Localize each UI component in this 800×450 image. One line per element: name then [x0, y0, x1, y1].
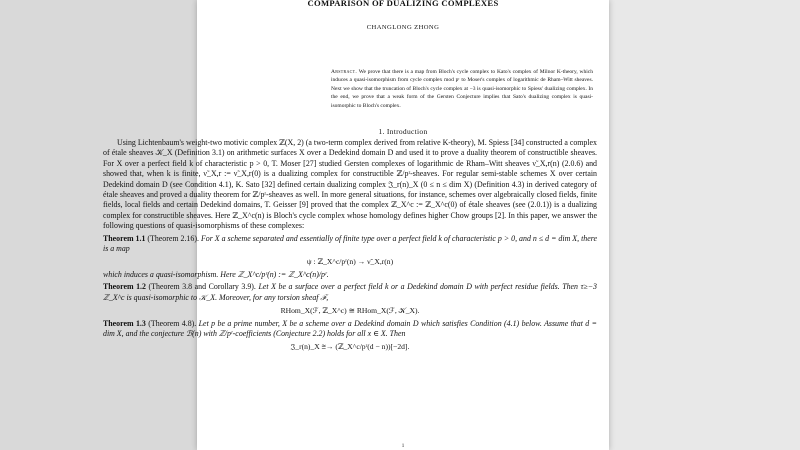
paper-body — [103, 138, 597, 355]
theorem-label: Theorem 1.2 — [103, 282, 146, 292]
theorem-display: RHom_X(ℱ, ℤ_X^c) ≅ RHom_X(ℱ, 𝒦_X). — [280, 306, 420, 316]
theorem-ref: (Theorem 3.8 and Corollary 3.9). — [148, 282, 256, 292]
theorem-ref: (Theorem 2.16). — [147, 233, 199, 243]
section-heading: 1. Introduction — [378, 127, 428, 136]
viewer-background-right — [609, 0, 800, 450]
theorem-1-2 — [103, 282, 597, 316]
paper-title: COMPARISON OF DUALIZING COMPLEXES — [307, 0, 499, 8]
theorem-statement: Let p be a prime number, X be a scheme over a Dedekind domain D which satisfies Condition (4.1) below. Assume that d = dim X, and the conjecture ℬ(n) with ℤ/pʳ-coefficients (Conjecture 2.2) holds for all x ∈ X. Then — [103, 318, 597, 338]
theorem-after: which induces a quasi-isomorphism. Here ℤ_X^c/pʳ(n) := ℤ_X^c(n)/pʳ. — [103, 269, 329, 279]
paper-author: CHANGLONG ZHONG — [366, 24, 440, 31]
abstract-text: We prove that there is a map from Bloch's cycle complex to Kato's complex of Milnor K-theory, which induces a quasi-isomorphism from cycle complex mod pʳ to Moser's complex of logarithmic de Rham–Witt sheaves. Next we show that the truncation of Bloch's cycle complex at −3 is quasi-isomorphic to Spiess' dualizing complex. In the end, we prove that a weak form of the Gersten Conjecture implies that Sato's dualizing complex is quasi-isomorphic to Bloch's complex. — [331, 69, 594, 109]
abstract — [331, 68, 593, 110]
paper-page — [103, 0, 609, 450]
abstract-label: Abstract. — [331, 69, 358, 75]
theorem-1-1 — [103, 234, 597, 281]
theorem-display: ψ : ℤ_X^c/pʳ(n) → ν̃_X,r(n) — [306, 257, 394, 267]
theorem-label: Theorem 1.3 — [103, 318, 146, 328]
theorem-display: 𝔍_r(n)_X ≅→ (ℤ_X^c/pʳ(d − n))[−2d]. — [290, 342, 410, 352]
intro-paragraph: Using Lichtenbaum's weight-two motivic complex ℤ(X, 2) (a two-term complex derived from relative K-theory), M. Spiess [34] constructed a complex of étale sheaves 𝒦_X (Definition 3.1) on arithmetic surfaces X over a Dedekind domain D and used it to prove a duality theorem of constructible sheaves. For X over a perfect field k of characteristic p > 0, T. Moser [27] studied Gersten complexes of logarithmic de Rham–Witt sheaves ν̃_X,r(n) (2.0.6) and showed that, when k is finite, ν̃_X,r := ν̃_X,r(0) is a dualizing complex for constructible ℤ/pʳ-sheaves. For regular semi-stable schemes X over certain Dedekind domain D (see Condition 4.1), K. Sato [32] defined certain dualizing complex 𝔍_r(n)_X (0 ≤ n ≤ dim X) (Definition 4.3) in derived category of étale sheaves and proved a duality theorem for ℤ/pʳ-sheaves as well. In more general situations, for instance, schemes over algebraically closed fields, finite fields, local fields and certain Dedekind domains, T. Geisser [9] proved that the complex ℤ_X^c := ℤ_X^c(0) of étale sheaves (see (2.0.1)) is a dualizing complex for constructible sheaves. Here ℤ_X^c(n) is Bloch's cycle complex whose homology defines higher Chow groups [2]. In this paper, we answer the following questions of quasi-isomorphisms of these complexes: — [103, 138, 597, 231]
page-number: 1 — [401, 444, 405, 449]
theorem-label: Theorem 1.1 — [103, 233, 146, 243]
theorem-1-3 — [103, 319, 597, 353]
theorem-ref: (Theorem 4.8). — [148, 318, 197, 328]
theorem-statement: Let X be a surface over a perfect field k or a Dedekind domain D with perfect residue fields. Then τ≥−3 ℤ_X^c is quasi-isomorphic to 𝒦_X. Moreover, for any torsion sheaf ℱ, — [103, 282, 597, 302]
theorem-statement: For X a scheme separated and essentially of finite type over a perfect field k of characteristic p > 0, and n ≤ d = dim X, there is a map — [103, 233, 597, 254]
